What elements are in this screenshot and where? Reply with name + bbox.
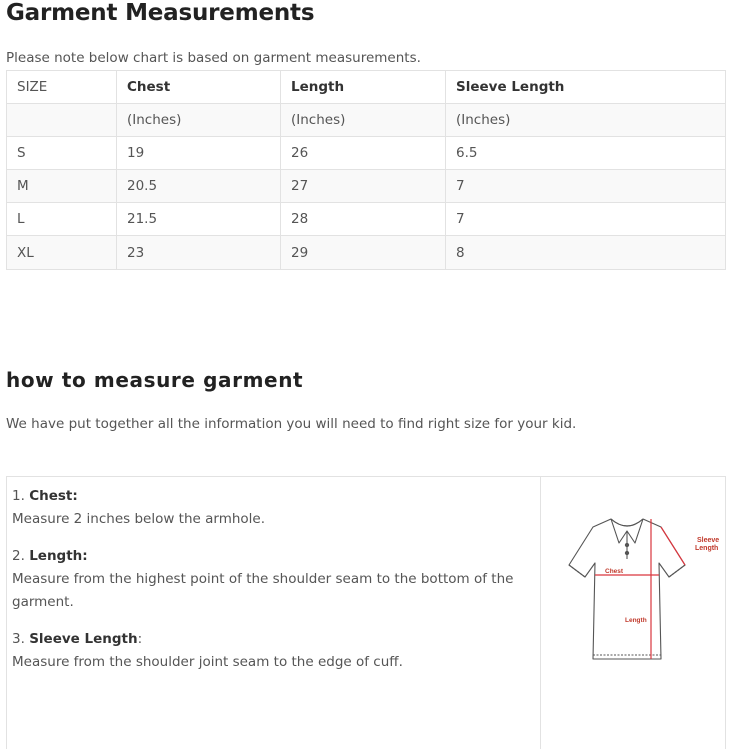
table-units-row bbox=[7, 104, 726, 137]
sleeve-cell: 7 bbox=[446, 203, 726, 236]
step-name: Length: bbox=[29, 548, 88, 564]
page-title: Garment Measurements bbox=[6, 0, 315, 26]
step-name: Chest: bbox=[29, 488, 78, 504]
step-name: Sleeve Length bbox=[29, 631, 138, 647]
table-row bbox=[7, 170, 726, 203]
length-cell: 28 bbox=[281, 203, 446, 236]
unit-cell: (Inches) bbox=[281, 104, 446, 137]
chart-note: Please note below chart is based on garment measurements. bbox=[6, 50, 421, 66]
chest-cell: 21.5 bbox=[117, 203, 281, 236]
unit-cell: (Inches) bbox=[117, 104, 281, 137]
length-label: Length bbox=[625, 617, 647, 624]
polo-shirt-measurement-diagram bbox=[555, 507, 727, 677]
header-chest: Chest bbox=[117, 71, 281, 104]
length-cell: 29 bbox=[281, 236, 446, 270]
size-cell: XL bbox=[7, 236, 117, 270]
step-number: 1. bbox=[12, 488, 25, 504]
size-cell: L bbox=[7, 203, 117, 236]
step-number: 3. bbox=[12, 631, 25, 647]
step-description: Measure 2 inches below the armhole. bbox=[12, 511, 266, 527]
length-cell: 27 bbox=[281, 170, 446, 203]
length-cell: 26 bbox=[281, 137, 446, 170]
column-divider bbox=[540, 477, 541, 749]
table-row bbox=[7, 236, 726, 270]
chest-label: Chest bbox=[605, 568, 624, 575]
unit-cell bbox=[7, 104, 117, 137]
sleeve-label-line1: Sleeve bbox=[697, 537, 720, 544]
chest-cell: 19 bbox=[117, 137, 281, 170]
sleeve-cell: 7 bbox=[446, 170, 726, 203]
sleeve-cell: 6.5 bbox=[446, 137, 726, 170]
table-row bbox=[7, 203, 726, 236]
size-chart-table bbox=[6, 70, 726, 270]
polo-shirt-icon bbox=[569, 519, 685, 659]
how-to-measure-heading: how to measure garment bbox=[6, 368, 304, 392]
step-suffix: : bbox=[137, 631, 143, 647]
step-description: Measure from the shoulder joint seam to the edge of cuff. bbox=[12, 654, 403, 670]
sleeve-cell: 8 bbox=[446, 236, 726, 270]
header-length: Length bbox=[281, 71, 446, 104]
header-size: SIZE bbox=[7, 71, 117, 104]
chest-cell: 23 bbox=[117, 236, 281, 270]
step-description: Measure from the highest point of the shoulder seam to the bottom of the garment. bbox=[12, 571, 514, 610]
sleeve-label-line2: Length bbox=[695, 545, 719, 552]
table-header-row bbox=[7, 71, 726, 104]
unit-cell: (Inches) bbox=[446, 104, 726, 137]
step-length bbox=[12, 545, 532, 614]
step-sleeve-length bbox=[12, 628, 532, 674]
table-row bbox=[7, 137, 726, 170]
size-cell: S bbox=[7, 137, 117, 170]
measurement-steps bbox=[12, 485, 532, 688]
how-to-intro: We have put together all the information you will need to find right size for your kid. bbox=[6, 416, 577, 432]
size-cell: M bbox=[7, 170, 117, 203]
chest-cell: 20.5 bbox=[117, 170, 281, 203]
step-number: 2. bbox=[12, 548, 25, 564]
header-sleeve-length: Sleeve Length bbox=[446, 71, 726, 104]
step-chest bbox=[12, 485, 532, 531]
measurement-guide-box bbox=[6, 476, 726, 749]
